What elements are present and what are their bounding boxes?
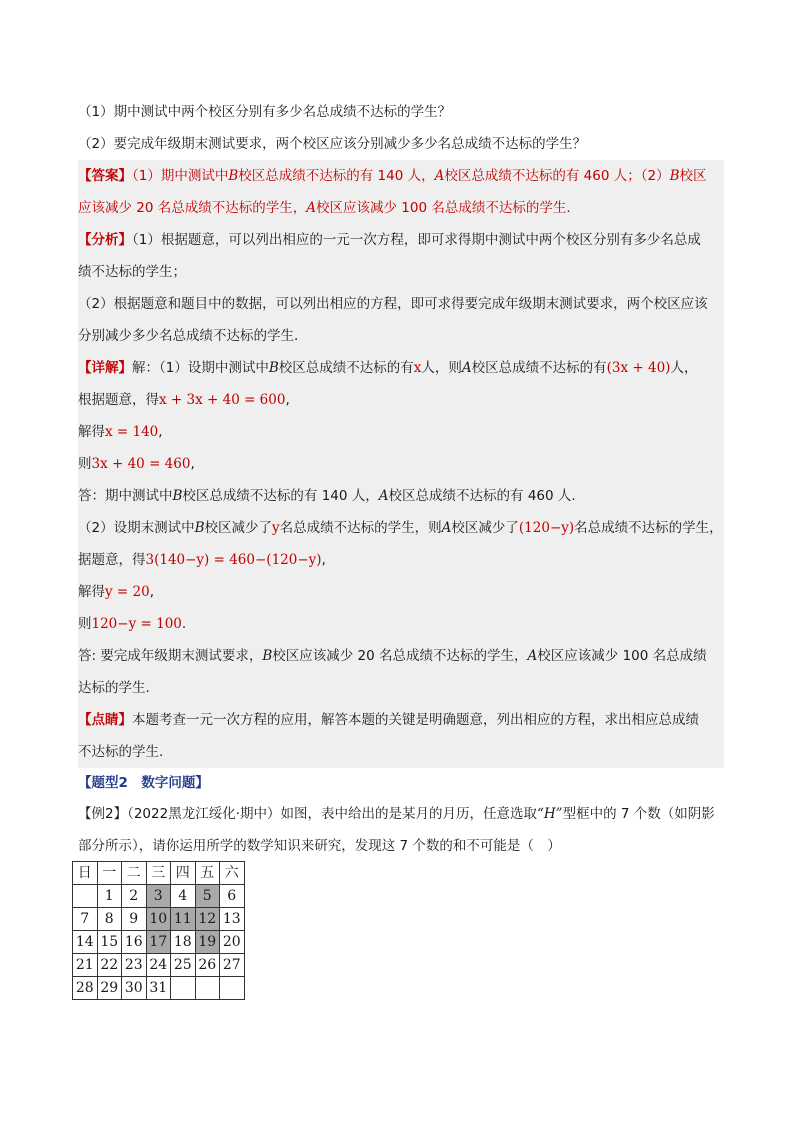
detail-math: x + 3x + 40 = 600 <box>159 392 286 408</box>
calendar-day: 7 <box>73 908 98 931</box>
answer-tag: 【答案】 <box>78 168 132 184</box>
detail-text: , <box>285 392 290 408</box>
answer-var: A <box>434 168 445 184</box>
calendar-day: 20 <box>220 931 245 954</box>
calendar-day: 12 <box>195 908 220 931</box>
calendar-day: 27 <box>220 954 245 977</box>
detail-math: y = 20 <box>105 584 150 600</box>
detail-math: 3(140−y) = 460−(120−y) <box>145 552 322 568</box>
calendar-weekday: 三 <box>146 862 171 885</box>
detail-text: 根据题意，得 <box>78 392 159 408</box>
calendar-day: 8 <box>97 908 122 931</box>
answer-text: 校区总成绩不达标的有 460 人；（2） <box>444 168 670 184</box>
document-body <box>78 96 724 862</box>
answer-var: A <box>306 200 317 216</box>
calendar-day: 31 <box>146 977 171 1000</box>
detail-text: , <box>158 424 163 440</box>
example-var: “H” <box>537 806 563 822</box>
detail-text: 校区总成绩不达标的有 <box>471 360 607 376</box>
detail-line-2 <box>78 384 724 416</box>
detail-tag: 【详解】 <box>78 360 132 376</box>
detail-var: A <box>527 648 538 664</box>
example-line-1 <box>78 798 724 830</box>
calendar-day: 23 <box>122 954 147 977</box>
calendar-day: 10 <box>146 908 171 931</box>
detail-math: x = 140 <box>105 424 159 440</box>
detail-math: (120−y) <box>518 520 575 536</box>
answer-var: B <box>669 168 680 184</box>
calendar-table <box>72 861 245 1000</box>
answer-line-1 <box>78 160 724 192</box>
detail-var: A <box>461 360 472 376</box>
detail-text: 答：期中测试中 <box>78 488 173 504</box>
calendar-day: 11 <box>171 908 196 931</box>
detail-text: 解：（1）设期中测试中 <box>132 360 269 376</box>
detail-text: 校区减少了 <box>204 520 273 536</box>
calendar-day: 14 <box>73 931 98 954</box>
analysis-line-4: 分别减少多少名总成绩不达标的学生. <box>78 328 299 344</box>
calendar-day: 24 <box>146 954 171 977</box>
calendar-weekday: 二 <box>122 862 147 885</box>
section-heading: 【题型2 数字问题】 <box>78 775 209 791</box>
solution-box <box>78 160 724 768</box>
calendar-day: 3 <box>146 885 171 908</box>
analysis-text: （1）根据题意，可以列出相应的一元一次方程，即可求得期中测试中两个校区分别有多少名总成 <box>132 232 701 248</box>
detail-text: 答: 要完成年级期末测试要求， <box>78 648 263 664</box>
calendar-day: 26 <box>195 954 220 977</box>
comment-text: 本题考查一元一次方程的应用，解答本题的关键是明确题意，列出相应的方程，求出相应总成绩 <box>132 712 699 728</box>
calendar-day: 21 <box>73 954 98 977</box>
comment-line-1 <box>78 704 724 736</box>
calendar-weekday: 日 <box>73 862 98 885</box>
answer-text: 校区总成绩不达标的有 140 人， <box>238 168 435 184</box>
calendar-day: 16 <box>122 931 147 954</box>
calendar-day: 25 <box>171 954 196 977</box>
analysis-line-2: 绩不达标的学生； <box>78 264 186 280</box>
calendar-day: 17 <box>146 931 171 954</box>
detail-text: 校区应该减少 100 名总成绩 <box>537 648 707 664</box>
answer-text: 校区应该减少 100 名总成绩不达标的学生. <box>316 200 571 216</box>
detail-line-4 <box>78 448 724 480</box>
question-1: （1）期中测试中两个校区分别有多少名总成绩不达标的学生？ <box>78 104 452 120</box>
detail-text: 校区应该减少 20 名总成绩不达标的学生， <box>272 648 528 664</box>
calendar-day: 30 <box>122 977 147 1000</box>
example-line-2: 部分所示），请你运用所学的数学知识来研究，发现这 7 个数的和不可能是（ ） <box>78 838 561 854</box>
detail-text: , <box>190 456 195 472</box>
detail-text: 校区总成绩不达标的有 460 人. <box>388 488 576 504</box>
detail-line-9 <box>78 608 724 640</box>
calendar-day: 18 <box>171 931 196 954</box>
example-text: 【例2】（2022黑龙江绥化·期中）如图，表中给出的是某月的月历，任意选取 <box>78 806 537 822</box>
answer-line-2 <box>78 192 724 224</box>
calendar-empty-cell <box>171 977 196 1000</box>
detail-line-11: 达标的学生. <box>78 680 150 696</box>
calendar-weekday: 一 <box>97 862 122 885</box>
calendar-week-row <box>73 931 245 954</box>
detail-text: 人，则 <box>421 360 462 376</box>
detail-text: 校区总成绩不达标的有 <box>278 360 414 376</box>
detail-text: 解得 <box>78 424 105 440</box>
detail-text: . <box>181 616 187 632</box>
detail-var: A <box>378 488 389 504</box>
answer-text: （1）期中测试中 <box>132 168 229 184</box>
detail-var: B <box>262 648 273 664</box>
detail-text: 校区总成绩不达标的有 140 人， <box>182 488 379 504</box>
calendar-weekday: 五 <box>195 862 220 885</box>
answer-var: B <box>228 168 239 184</box>
detail-var: B <box>172 488 183 504</box>
detail-text: 则 <box>78 616 92 632</box>
detail-line-6 <box>78 512 724 544</box>
calendar-day: 28 <box>73 977 98 1000</box>
calendar-day: 5 <box>195 885 220 908</box>
calendar-day: 15 <box>97 931 122 954</box>
calendar-week-row <box>73 977 245 1000</box>
comment-line-2: 不达标的学生. <box>78 744 164 760</box>
question-2: （2）要完成年级期末测试要求，两个校区应该分别减少多少名总成绩不达标的学生？ <box>78 136 587 152</box>
calendar-day: 2 <box>122 885 147 908</box>
calendar-day: 4 <box>171 885 196 908</box>
detail-text: （2）设期末测试中 <box>78 520 195 536</box>
detail-math: (3x + 40) <box>606 360 671 376</box>
detail-text: , <box>149 584 154 600</box>
answer-text: 校区 <box>679 168 707 184</box>
calendar-weekday: 四 <box>171 862 196 885</box>
calendar-empty-cell <box>195 977 220 1000</box>
detail-line-7 <box>78 544 724 576</box>
detail-line-10 <box>78 640 724 672</box>
example-text: 型框中的 7 个数（如阴影 <box>562 806 715 822</box>
detail-var: B <box>194 520 205 536</box>
calendar-day: 29 <box>97 977 122 1000</box>
calendar-empty-cell <box>220 977 245 1000</box>
calendar-week-row <box>73 908 245 931</box>
calendar-day: 9 <box>122 908 147 931</box>
calendar-empty-cell <box>73 885 98 908</box>
detail-text: 校区减少了 <box>451 520 519 536</box>
calendar-weekday: 六 <box>220 862 245 885</box>
detail-text: , <box>321 552 326 568</box>
calendar-day: 6 <box>220 885 245 908</box>
calendar-day: 13 <box>220 908 245 931</box>
analysis-tag: 【分析】 <box>78 232 132 248</box>
detail-text: 人， <box>670 360 698 376</box>
detail-line-3 <box>78 416 724 448</box>
calendar-day: 1 <box>97 885 122 908</box>
calendar-week-row <box>73 885 245 908</box>
detail-text: 解得 <box>78 584 105 600</box>
detail-math: 120−y = 100 <box>91 616 182 632</box>
detail-line-8 <box>78 576 724 608</box>
detail-line-1 <box>78 352 724 384</box>
comment-tag: 【点睛】 <box>78 712 132 728</box>
analysis-line-1 <box>78 224 724 256</box>
calendar-day: 22 <box>97 954 122 977</box>
detail-var: A <box>441 520 452 536</box>
detail-math: x <box>413 360 422 376</box>
calendar-header-row <box>73 862 245 885</box>
detail-text: 则 <box>78 456 92 472</box>
calendar-day: 19 <box>195 931 220 954</box>
detail-math: y <box>272 520 280 536</box>
detail-math: 3x + 40 = 460 <box>91 456 191 472</box>
detail-text: 据题意，得 <box>78 552 146 568</box>
detail-text: 名总成绩不达标的学生，则 <box>279 520 442 536</box>
calendar-week-row <box>73 954 245 977</box>
detail-line-5 <box>78 480 724 512</box>
detail-var: B <box>268 360 279 376</box>
analysis-line-3: （2）根据题意和题目中的数据，可以列出相应的方程，即可求得要完成年级期末测试要求，两个校区应该 <box>78 296 708 312</box>
answer-text: 应该减少 20 名总成绩不达标的学生， <box>78 200 307 216</box>
detail-text: 名总成绩不达标的学生， <box>574 520 723 536</box>
